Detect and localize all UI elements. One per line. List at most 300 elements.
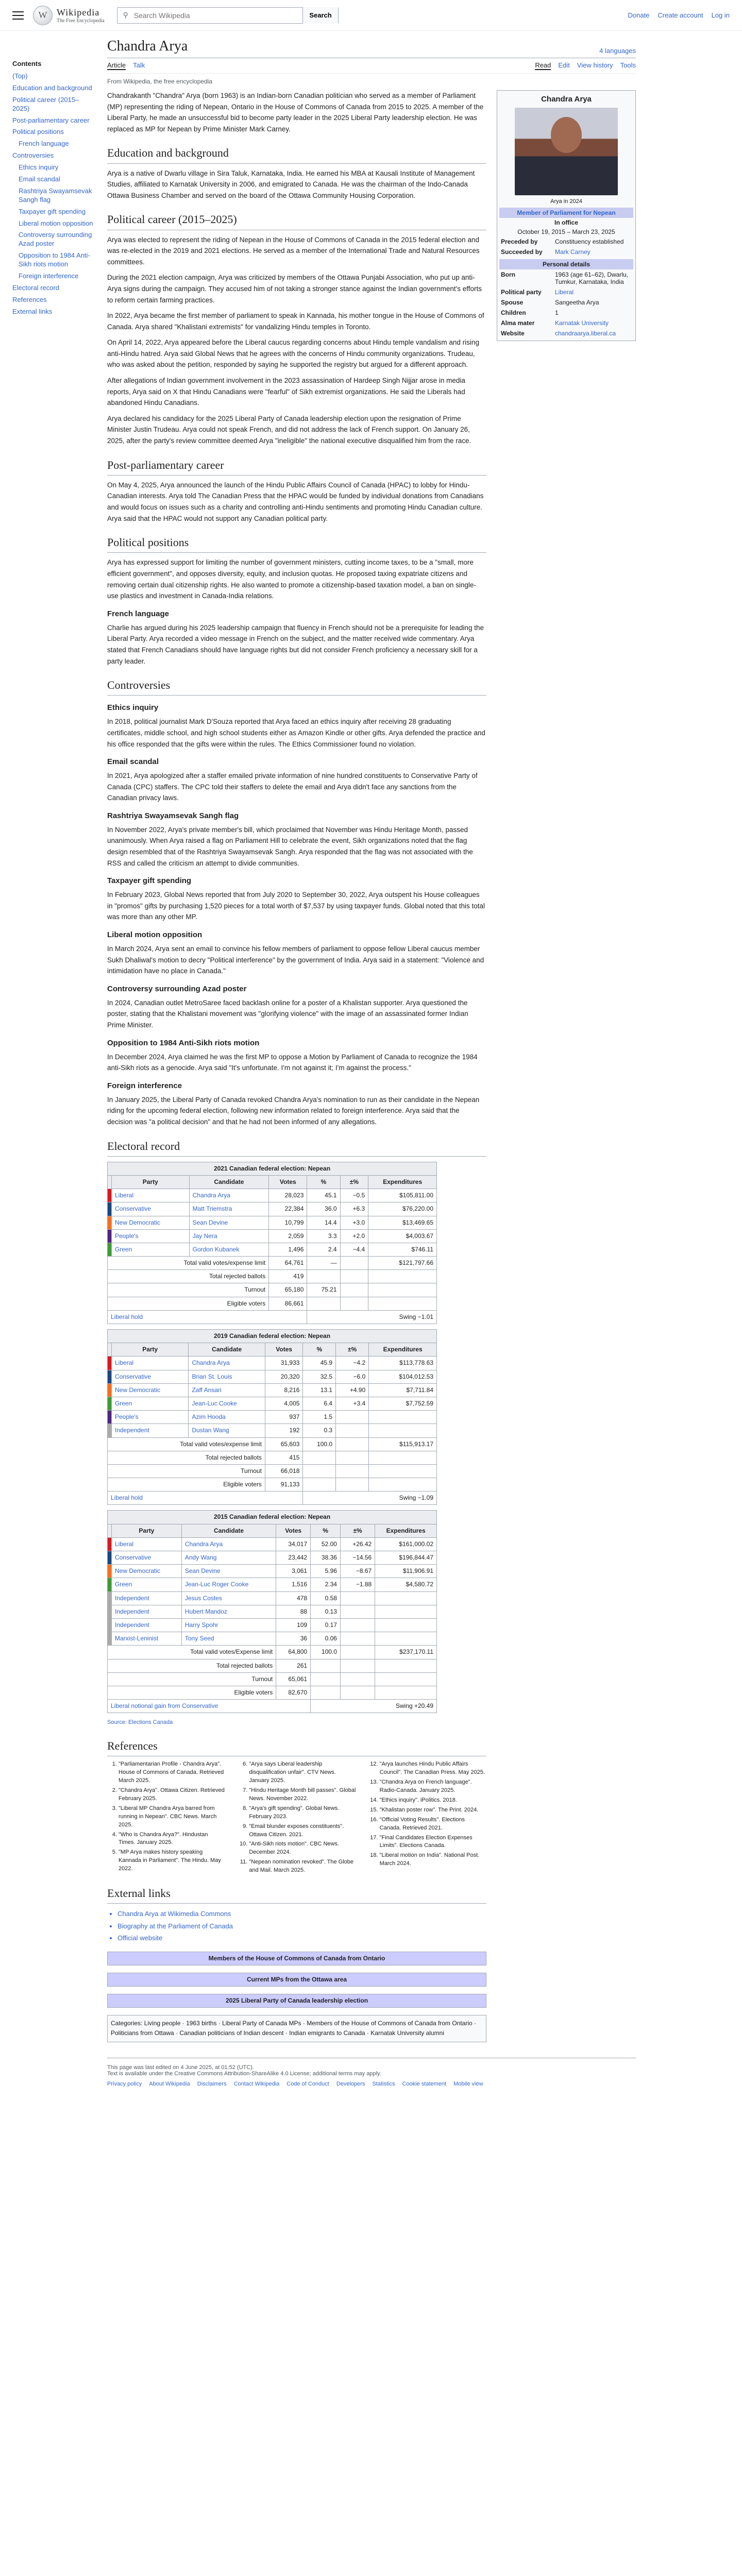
header-row xyxy=(108,1175,437,1189)
footer-link[interactable]: Developers xyxy=(336,2080,365,2087)
total-label: Total valid votes/expense limit xyxy=(108,1437,265,1451)
reference-item[interactable]: 15. "Khalistan poster row". The Print. 2024. xyxy=(380,1806,486,1815)
table-cell: 6.4 xyxy=(303,1397,336,1410)
total-value xyxy=(368,1297,437,1310)
infobox xyxy=(497,90,636,341)
table-cell: +2.0 xyxy=(340,1229,368,1243)
party-color-swatch xyxy=(108,1229,112,1243)
table-row xyxy=(108,1424,437,1437)
election-table xyxy=(107,1162,437,1324)
section-heading: Ethics inquiry xyxy=(107,703,159,713)
total-value xyxy=(375,1672,437,1686)
reference-item[interactable]: 17. "Final Candidates Election Expenses Limits". Elections Canada. xyxy=(380,1834,486,1851)
column-header: Expenditures xyxy=(375,1524,437,1537)
toc-item[interactable]: French language xyxy=(19,140,69,148)
table-cell: 23,442 xyxy=(276,1551,311,1565)
search-button[interactable]: Search xyxy=(302,7,338,24)
header-link[interactable]: Log in xyxy=(711,11,730,19)
table-row xyxy=(108,1605,437,1618)
infobox-name: Chandra Arya xyxy=(541,95,592,104)
table-cell-link[interactable]: Chandra Arya xyxy=(189,1189,269,1202)
table-row xyxy=(108,1551,437,1565)
party-color-swatch xyxy=(108,1357,112,1370)
table-cell: +3.0 xyxy=(340,1216,368,1229)
total-value xyxy=(311,1659,341,1672)
toc-item[interactable]: Political positions xyxy=(12,128,64,136)
total-value xyxy=(340,1257,368,1270)
personal-tools xyxy=(628,11,730,19)
table-cell-link[interactable]: Matt Triemstra xyxy=(189,1202,269,1216)
categories-box: Categories: Living people · 1963 births · Liberal Party of Canada MPs · Members of the House of Commons of Canada from Ontario · Politicians from Ottawa · Canadian politicians of Indian descent · Indian emigrants to Canada · Karnatak University alumni xyxy=(107,2015,486,2042)
view-tab[interactable]: View history xyxy=(577,61,613,69)
total-value xyxy=(336,1451,369,1464)
external-links-list xyxy=(117,1908,486,1944)
toc-item[interactable]: Ethics inquiry xyxy=(19,163,59,172)
footer-link[interactable]: About Wikipedia xyxy=(149,2080,190,2087)
total-value xyxy=(368,1270,437,1283)
table-cell-link[interactable]: New Democratic xyxy=(112,1216,190,1229)
total-value xyxy=(303,1464,336,1478)
toc-item[interactable]: Controversy surrounding Azad poster xyxy=(19,231,92,248)
site-header xyxy=(0,0,742,31)
table-cell: $76,220.00 xyxy=(368,1202,437,1216)
footer-link[interactable]: Cookie statement xyxy=(402,2080,447,2087)
reference-item[interactable]: 14. "Ethics inquiry". iPolitics. 2018. xyxy=(380,1797,486,1805)
total-value xyxy=(340,1659,375,1672)
column-header: Votes xyxy=(276,1524,311,1537)
table-cell-link[interactable]: New Democratic xyxy=(112,1565,182,1578)
page-tab[interactable]: Talk xyxy=(133,61,145,69)
table-row xyxy=(108,1618,437,1632)
table-cell-link[interactable]: Brian St. Louis xyxy=(189,1370,265,1383)
total-label: Turnout xyxy=(108,1464,265,1478)
total-value xyxy=(311,1686,341,1699)
table-cell-link[interactable]: Green xyxy=(112,1397,189,1410)
total-value: 419 xyxy=(269,1270,307,1283)
total-value xyxy=(368,1283,437,1297)
table-cell: 5.96 xyxy=(311,1565,341,1578)
table-cell-link[interactable]: Harry Spohr xyxy=(181,1618,276,1632)
total-label: Total rejected ballots xyxy=(108,1659,276,1672)
table-cell-link[interactable]: People's xyxy=(112,1229,190,1243)
column-header: % xyxy=(311,1524,341,1537)
external-link[interactable]: • Biography at the Parliament of Canada xyxy=(117,1920,486,1932)
total-row xyxy=(108,1659,437,1672)
table-row xyxy=(108,1370,437,1383)
table-caption[interactable]: 2021 Canadian federal election: Nepean xyxy=(108,1162,437,1175)
table-cell-link[interactable]: Liberal xyxy=(112,1537,182,1551)
reference-item[interactable]: 3. "Liberal MP Chandra Arya barred from running in Nepean". CBC News. March 2025. xyxy=(119,1805,225,1829)
preceded-value: Constituency established xyxy=(555,238,624,245)
section-heading: Opposition to 1984 Anti-Sikh riots motion xyxy=(107,1038,260,1047)
table-caption-row xyxy=(108,1162,437,1175)
total-value xyxy=(336,1437,369,1451)
total-value xyxy=(340,1646,375,1659)
table-cell: +26.42 xyxy=(340,1537,375,1551)
total-value: 415 xyxy=(265,1451,303,1464)
succeeded-link[interactable]: Mark Carney xyxy=(555,248,591,256)
table-row xyxy=(108,1537,437,1551)
table-cell-link[interactable]: Jesus Costes xyxy=(181,1591,276,1605)
table-cell-link[interactable]: Gordon Kubanek xyxy=(189,1243,269,1256)
table-cell-link[interactable]: Independent xyxy=(112,1618,182,1632)
external-link[interactable]: • Chandra Arya at Wikimedia Commons xyxy=(117,1908,486,1920)
section-heading: Political career (2015–2025) xyxy=(107,210,486,230)
header-link[interactable]: Donate xyxy=(628,11,650,19)
hold-row xyxy=(108,1700,437,1713)
hold-label[interactable]: Liberal hold xyxy=(108,1310,307,1324)
party-color-swatch xyxy=(108,1565,112,1578)
table-cell: −0.5 xyxy=(340,1189,368,1202)
table-cell-link[interactable]: Tony Seed xyxy=(181,1632,276,1646)
total-value xyxy=(311,1672,341,1686)
office-title[interactable]: Member of Parliament for Nepean xyxy=(499,208,633,218)
table-row xyxy=(108,1565,437,1578)
reference-item[interactable]: 6. "Arya says Liberal leadership disqualification unfair". CTV News. January 2025. xyxy=(249,1760,356,1785)
section-heading: Taxpayer gift spending xyxy=(107,876,192,886)
total-value xyxy=(340,1672,375,1686)
total-label: Eligible voters xyxy=(108,1297,269,1310)
table-row xyxy=(108,1397,437,1410)
succeeded-label: Succeeded by xyxy=(501,248,543,256)
total-value xyxy=(303,1478,336,1492)
total-value: 64,800 xyxy=(276,1646,311,1659)
table-cell-link[interactable]: Andy Wang xyxy=(181,1551,276,1565)
table-cell-link[interactable]: Dustan Wang xyxy=(189,1424,265,1437)
toc-title: Contents xyxy=(12,60,42,67)
party-color-swatch xyxy=(108,1605,112,1618)
total-value: $121,797.66 xyxy=(368,1257,437,1270)
reference-item[interactable]: 4. "Who is Chandra Arya?". Hindustan Times. January 2025. xyxy=(119,1831,225,1848)
table-row xyxy=(108,1383,437,1397)
table-caption-row xyxy=(108,1511,437,1524)
table-row xyxy=(108,1591,437,1605)
toc-item[interactable]: Email scandal xyxy=(19,175,60,183)
total-label: Eligible voters xyxy=(108,1686,276,1699)
toc-item[interactable]: References xyxy=(12,295,47,303)
table-cell-link[interactable]: Sean Devine xyxy=(189,1216,269,1229)
table-cell: 0.13 xyxy=(311,1605,341,1618)
toc-item[interactable]: Foreign interference xyxy=(19,272,79,280)
party-link[interactable]: Liberal xyxy=(555,289,574,296)
page-tab[interactable]: Article xyxy=(107,61,126,69)
table-cell xyxy=(375,1591,437,1605)
table-cell-link[interactable]: Green xyxy=(112,1243,190,1256)
table-cell-link[interactable]: Independent xyxy=(112,1605,182,1618)
section-heading: Post-parliamentary career xyxy=(107,456,486,476)
in-office-label: In office xyxy=(554,219,578,226)
footer-link[interactable]: Statistics xyxy=(372,2080,395,2087)
section-paragraph: In 2022, Arya became the first member of parliament to speak in Kannada, his mother tongue in the House of Commons of Canada. Arya shared "Khalistani extremists" for vandalizing Hindu temples in Toronto. xyxy=(107,312,484,331)
table-cell: 32.5 xyxy=(303,1370,336,1383)
table-row xyxy=(108,1632,437,1646)
table-cell xyxy=(340,1618,375,1632)
total-value: 65,180 xyxy=(269,1283,307,1297)
footer-link[interactable]: Contact Wikipedia xyxy=(233,2080,280,2087)
total-row xyxy=(108,1270,437,1283)
wikipedia-logo[interactable] xyxy=(33,6,105,25)
table-cell-link[interactable]: Jean-Luc Cooke xyxy=(189,1397,265,1410)
table-cell: $104,012.53 xyxy=(369,1370,437,1383)
toc-item[interactable]: External links xyxy=(12,307,53,315)
table-cell xyxy=(340,1591,375,1605)
table-cell xyxy=(375,1605,437,1618)
table-cell: 20,320 xyxy=(265,1370,303,1383)
table-cell-link[interactable]: Independent xyxy=(112,1591,182,1605)
table-cell-link[interactable]: Conservative xyxy=(112,1551,182,1565)
wiki-name: Wikipedia xyxy=(57,7,100,18)
total-row xyxy=(108,1646,437,1659)
column-header: Expenditures xyxy=(368,1175,437,1189)
table-cell: 8,216 xyxy=(265,1383,303,1397)
header-link[interactable]: Create account xyxy=(657,11,703,19)
table-cell-link[interactable]: Zaff Ansari xyxy=(189,1383,265,1397)
table-cell: 45.1 xyxy=(307,1189,340,1202)
table-cell: $7,752.59 xyxy=(369,1397,437,1410)
party-color-swatch xyxy=(108,1618,112,1632)
table-cell: 3.3 xyxy=(307,1229,340,1243)
table-caption[interactable]: 2015 Canadian federal election: Nepean xyxy=(108,1511,437,1524)
reference-item[interactable]: 10. "Anti-Sikh riots motion". CBC News. December 2024. xyxy=(249,1840,356,1857)
language-button[interactable]: 4 languages xyxy=(599,47,636,55)
toc-item[interactable]: Political career (2015–2025) xyxy=(12,95,79,112)
table-cell xyxy=(336,1411,369,1424)
table-cell: 36 xyxy=(276,1632,311,1646)
table-cell-link[interactable]: Independent xyxy=(112,1424,189,1437)
total-value xyxy=(340,1270,368,1283)
footer-link[interactable]: Mobile view xyxy=(453,2080,483,2087)
spouse-value: Sangeetha Arya xyxy=(555,299,599,306)
column-header: ±% xyxy=(340,1524,375,1537)
reference-item[interactable]: 13. "Chandra Arya on French language". Radio-Canada. January 2025. xyxy=(380,1778,486,1795)
alma-mater-link[interactable]: Karnatak University xyxy=(555,319,609,327)
section-paragraph: In 2024, Canadian outlet MetroSaree faced backlash online for a poster of a Khalistan supporter. Arya questioned the poster, stating that the Khalistani movement was "glorifying violence" with the image of an assassinated former Indian Prime Minister. xyxy=(107,998,468,1029)
table-cell: $13,469.65 xyxy=(368,1216,437,1229)
total-label: Total valid votes/expense limit xyxy=(108,1257,269,1270)
table-cell-link[interactable]: Hubert Mandoz xyxy=(181,1605,276,1618)
children-value: 1 xyxy=(555,309,559,316)
view-tab[interactable]: Tools xyxy=(620,61,636,69)
party-label: Political party xyxy=(501,289,542,296)
table-cell: 45.9 xyxy=(303,1357,336,1370)
table-row xyxy=(108,1578,437,1591)
section-paragraph: Arya declared his candidacy for the 2025 Liberal Party of Canada leadership election upon the resignation of Prime Minister Justin Trudeau. Arya could not speak French, and did not address the lack of French support. On January 26, 2025, after the party's review committee deemed Arya "ineligible" the national executive disqualified him from the race. xyxy=(107,414,471,445)
swatch-header xyxy=(108,1524,112,1537)
section-paragraph: On May 4, 2025, Arya announced the launch of the Hindu Public Affairs Council of Canada (HPAC) to lobby for Hindu-Canadian interests. Arya told The Canadian Press that the HPAC would be funded by individual donations from Canadians and would focus on issues such as a charity and controlling anti-Hindu sentiments and promoting Hindu Canadian culture. Arya said that the HPAC would not support any Canadian political party. xyxy=(107,481,484,522)
table-cell xyxy=(369,1411,437,1424)
table-row xyxy=(108,1216,437,1229)
table-cell: −6.0 xyxy=(336,1370,369,1383)
total-label: Turnout xyxy=(108,1283,269,1297)
column-header: Candidate xyxy=(181,1524,276,1537)
reference-item[interactable]: 9. "Email blunder exposes constituents". Ottawa Citizen. 2021. xyxy=(249,1823,356,1839)
table-cell xyxy=(336,1424,369,1437)
toc-item[interactable]: Controversies xyxy=(12,151,54,160)
total-row xyxy=(108,1478,437,1492)
reference-item[interactable]: 5. "MP Arya makes history speaking Kannada in Parliament". The Hindu. May 2022. xyxy=(119,1849,225,1873)
table-cell-link[interactable]: People's xyxy=(112,1411,189,1424)
table-cell: −4.2 xyxy=(336,1357,369,1370)
party-color-swatch xyxy=(108,1216,112,1229)
toc-item[interactable]: (Top) xyxy=(12,72,28,80)
table-cell: +6.3 xyxy=(340,1202,368,1216)
table-cell-link[interactable]: Conservative xyxy=(112,1370,189,1383)
reference-item[interactable]: 1. "Parliamentarian Profile - Chandra Arya". House of Commons of Canada. Retrieved March 2025. xyxy=(119,1760,225,1785)
table-cell: 3,061 xyxy=(276,1565,311,1578)
footer-link[interactable]: Disclaimers xyxy=(197,2080,227,2087)
table-cell: $11,906.91 xyxy=(375,1565,437,1578)
search-input[interactable] xyxy=(134,11,303,20)
total-row xyxy=(108,1451,437,1464)
last-edited: This page was last edited on 4 June 2025, at 01:52 (UTC). xyxy=(107,2064,254,2071)
table-cell: 2.4 xyxy=(307,1243,340,1256)
toc-item[interactable]: Electoral record xyxy=(12,283,60,292)
view-tab[interactable]: Edit xyxy=(558,61,570,69)
swatch-header xyxy=(108,1343,112,1357)
toc-item[interactable]: Opposition to 1984 Anti-Sikh riots motion xyxy=(19,251,90,268)
table-cell-link[interactable]: Marxist-Leninist xyxy=(112,1632,182,1646)
party-color-swatch xyxy=(108,1591,112,1605)
hold-label[interactable]: Liberal notional gain from Conservative xyxy=(108,1700,311,1713)
office-dates: October 19, 2015 – March 23, 2025 xyxy=(517,228,615,235)
table-cell-link[interactable]: Liberal xyxy=(112,1357,189,1370)
total-value: 65,061 xyxy=(276,1672,311,1686)
party-color-swatch xyxy=(108,1243,112,1256)
section-paragraph: In March 2024, Arya sent an email to convince his fellow members of parliament to oppose fellow Liberal caucus member Sukh Dhaliwal's motion to decry "Political interference" by the government of India. Arya said in a statement: "Violence and intimidation have no place in Canada." xyxy=(107,945,484,975)
total-row xyxy=(108,1464,437,1478)
total-value xyxy=(375,1659,437,1672)
table-cell: 14.4 xyxy=(307,1216,340,1229)
table-cell: 192 xyxy=(265,1424,303,1437)
navbox-title[interactable]: Members of the House of Commons of Canada from Ontario xyxy=(108,1952,486,1965)
swatch-header xyxy=(108,1175,112,1189)
total-value xyxy=(369,1478,437,1492)
table-cell-link[interactable]: Liberal xyxy=(112,1189,190,1202)
navbox xyxy=(107,1952,486,1965)
section-paragraph: In December 2024, Arya claimed he was the first MP to oppose a Motion by Parliament of Canada to recognize the 1984 anti-Sikh riots as a genocide. Arya said "It's unfortunate. I'm not against it; I'm against the process." xyxy=(107,1053,478,1072)
election-table xyxy=(107,1329,437,1505)
preceded-label: Preceded by xyxy=(501,238,538,245)
table-cell: 109 xyxy=(276,1618,311,1632)
toc-item[interactable]: Liberal motion opposition xyxy=(19,219,93,227)
table-cell-link[interactable]: Chandra Arya xyxy=(181,1537,276,1551)
table-cell: $7,711.84 xyxy=(369,1383,437,1397)
column-header: % xyxy=(303,1343,336,1357)
header-row xyxy=(108,1343,437,1357)
swing-value: Swing −1.09 xyxy=(303,1492,437,1505)
table-cell-link[interactable]: Jean-Luc Roger Cooke xyxy=(181,1578,276,1591)
table-cell-link[interactable]: Jay Nera xyxy=(189,1229,269,1243)
search-icon: ⚲ xyxy=(123,11,128,19)
electoral-record-heading: Electoral record xyxy=(107,1137,486,1157)
references-list xyxy=(107,1760,486,1875)
total-row xyxy=(108,1297,437,1310)
navbox-title[interactable]: 2025 Liberal Party of Canada leadership election xyxy=(108,1994,486,2007)
table-cell: 13.1 xyxy=(303,1383,336,1397)
page-title: Chandra Arya xyxy=(107,38,188,54)
elections-source[interactable]: Source: Elections Canada xyxy=(107,1719,173,1726)
party-color-swatch xyxy=(108,1397,112,1410)
table-cell: 0.17 xyxy=(311,1618,341,1632)
section-paragraph: During the 2021 election campaign, Arya was criticized by members of the Ottawa Punjabi Association, who put up anti-Arya signs during the campaign. They accused him of not taking a stronger stance against the Indian government's efforts to reform certain farming practices. xyxy=(107,274,482,304)
view-tab[interactable]: Read xyxy=(535,61,551,69)
table-caption[interactable]: 2019 Canadian federal election: Nepean xyxy=(108,1330,437,1343)
table-cell-link[interactable]: Green xyxy=(112,1578,182,1591)
references-heading: References xyxy=(107,1737,486,1756)
intro-paragraph: Chandrakanth "Chandra" Arya (born 1963) is an Indian-born Canadian politician who served as a member of Parliament (MP) representing the riding of Nepean, Ontario in the House of Commons of Canada from 2015 to 2025. A member of the Liberal Party, he made an unsuccessful bid to become party leader in the 2025 Liberal Party leadership election. He was replaced as MP for Nepean by Prime Minister Mark Carney. xyxy=(107,92,484,133)
children-label: Children xyxy=(501,309,526,316)
table-cell: 0.06 xyxy=(311,1632,341,1646)
toc-item[interactable]: Education and background xyxy=(12,83,92,92)
table-cell: $746.11 xyxy=(368,1243,437,1256)
external-link[interactable]: • Official website xyxy=(117,1932,486,1944)
toc-item[interactable]: Post-parliamentary career xyxy=(12,116,90,124)
portrait-image[interactable] xyxy=(515,108,618,195)
toc-item[interactable]: Rashtriya Swayamsevak Sangh flag xyxy=(19,187,92,204)
table-cell: 2,059 xyxy=(269,1229,307,1243)
hold-label[interactable]: Liberal hold xyxy=(108,1492,303,1505)
table-cell: 34,017 xyxy=(276,1537,311,1551)
column-header: Votes xyxy=(269,1175,307,1189)
total-value xyxy=(375,1686,437,1699)
total-label: Eligible voters xyxy=(108,1478,265,1492)
total-row xyxy=(108,1672,437,1686)
total-value xyxy=(340,1283,368,1297)
table-cell: 0.58 xyxy=(311,1591,341,1605)
party-color-swatch xyxy=(108,1578,112,1591)
wiki-tagline: The Free Encyclopedia xyxy=(57,18,105,24)
navbox-title[interactable]: Current MPs from the Ottawa area xyxy=(108,1973,486,1986)
table-cell: 478 xyxy=(276,1591,311,1605)
table-row xyxy=(108,1202,437,1216)
table-cell-link[interactable]: Chandra Arya xyxy=(189,1357,265,1370)
header-row xyxy=(108,1524,437,1537)
party-color-swatch xyxy=(108,1411,112,1424)
section-heading: Liberal motion opposition xyxy=(107,930,203,940)
footer-link[interactable]: Privacy policy xyxy=(107,2080,142,2087)
reference-item[interactable]: 7. "Hindu Heritage Month bill passes". Global News. November 2022. xyxy=(249,1787,356,1803)
license-text: Text is available under the Creative Commons Attribution-ShareAlike 4.0 License; additional terms may apply. xyxy=(107,2070,381,2077)
table-cell: +3.4 xyxy=(336,1397,369,1410)
reference-item[interactable]: 8. "Arya's gift spending". Global News. February 2023. xyxy=(249,1805,356,1821)
total-value xyxy=(340,1297,368,1310)
table-row xyxy=(108,1357,437,1370)
main-menu-icon[interactable] xyxy=(12,11,24,20)
table-cell-link[interactable]: Azim Hooda xyxy=(189,1411,265,1424)
reference-item[interactable]: 2. "Chandra Arya". Ottawa Citizen. Retrieved February 2025. xyxy=(119,1787,225,1803)
website-link[interactable]: chandraarya.liberal.ca xyxy=(555,330,616,337)
table-cell-link[interactable]: Conservative xyxy=(112,1202,190,1216)
column-header: Party xyxy=(112,1524,182,1537)
table-cell: 36.0 xyxy=(307,1202,340,1216)
table-cell xyxy=(375,1618,437,1632)
table-cell: +4.90 xyxy=(336,1383,369,1397)
total-value xyxy=(336,1478,369,1492)
table-cell-link[interactable]: New Democratic xyxy=(112,1383,189,1397)
reference-item[interactable]: 16. "Official Voting Results". Elections Canada. Retrieved 2021. xyxy=(380,1816,486,1833)
table-cell-link[interactable]: Sean Devine xyxy=(181,1565,276,1578)
section-paragraph: On April 14, 2022, Arya appeared before the Liberal caucus regarding concerns about Hindu temple vandalism and rising anti-Hindu hatred. Arya said Global News that he agrees with the concerns of Hindu community organizations. Trudeau, who was asked about the petition, responded by saying he supported the registry but argued for a different approach. xyxy=(107,338,479,369)
party-color-swatch xyxy=(108,1370,112,1383)
total-label: Total rejected ballots xyxy=(108,1270,269,1283)
total-value: 100.0 xyxy=(303,1437,336,1451)
section-heading: Foreign interference xyxy=(107,1081,182,1090)
footer-link[interactable]: Code of Conduct xyxy=(286,2080,329,2087)
reference-item[interactable]: 18. "Liberal motion on India". National Post. March 2024. xyxy=(380,1852,486,1868)
reference-item[interactable]: 12. "Arya launches Hindu Public Affairs Council". The Canadian Press. May 2025. xyxy=(380,1760,486,1777)
reference-item[interactable]: 11. "Nepean nomination revoked". The Globe and Mail. March 2025. xyxy=(249,1858,356,1875)
toc-item[interactable]: Taxpayer gift spending xyxy=(19,207,86,215)
